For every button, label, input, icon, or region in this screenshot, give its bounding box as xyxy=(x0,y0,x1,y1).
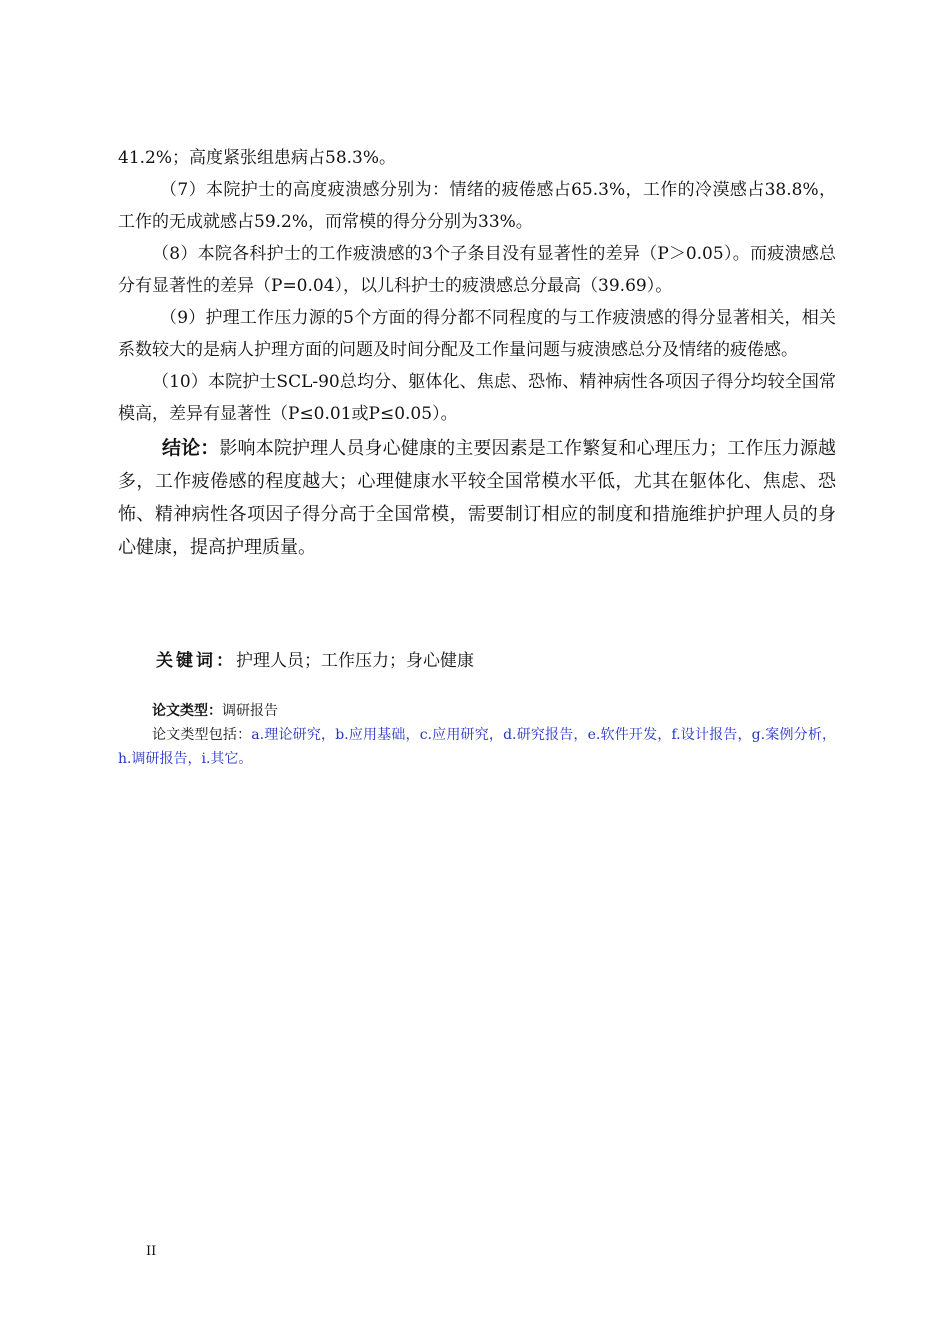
conclusion-text: 影响本院护理人员身心健康的主要因素是工作繁复和心理压力；工作压力源越多，工作疲倦感的程度越大；心理健康水平较全国常模水平低，尤其在躯体化、焦虑、恐怖、精神病性各项因子得分高于全国常模，需要制订相应的制度和措施维护护理人员的身心健康，提高护理质量。 xyxy=(118,438,836,558)
keywords-line xyxy=(156,648,474,674)
paper-type-label: 论文类型： xyxy=(152,703,222,719)
conclusion-paragraph xyxy=(118,432,836,564)
keywords-label: 关键词： xyxy=(156,651,236,671)
conclusion-label: 结论： xyxy=(162,437,220,459)
paragraph-7: （7）本院护士的高度疲溃感分别为：情绪的疲倦感占65.3%，工作的冷漠感占38.8%，工作的无成就感占59.2%，而常模的得分分别为33%。 xyxy=(118,180,836,232)
paper-type-value: 调研报告 xyxy=(222,703,278,719)
page-number: II xyxy=(146,1244,157,1259)
paragraph-10: （10）本院护士SCL-90总均分、躯体化、焦虑、恐怖、精神病性各项因子得分均较全国常模高，差异有显著性（P≤0.01或P≤0.05）。 xyxy=(118,372,836,424)
keywords-text: 护理人员；工作压力；身心健康 xyxy=(236,651,474,671)
abstract-body xyxy=(118,142,836,564)
paper-type-options-list: a.理论研究，b.应用基础，c.应用研究，d.研究报告，e.软件开发，f.设计报告，g.案例分析，h.调研报告，i.其它。 xyxy=(118,727,837,767)
paragraph-continued: 41.2%；高度紧张组患病占58.3%。 xyxy=(118,148,397,168)
paper-type-line xyxy=(152,700,278,722)
paper-type-options-prefix: 论文类型包括： xyxy=(152,727,252,743)
paper-type-options xyxy=(118,723,836,771)
paragraph-8: （8）本院各科护士的工作疲溃感的3个子条目没有显著性的差异（P＞0.05）。而疲溃感总分有显著性的差异（P=0.04），以儿科护士的疲溃感总分最高（39.69）。 xyxy=(118,244,836,296)
paragraph-9: （9）护理工作压力源的5个方面的得分都不同程度的与工作疲溃感的得分显著相关，相关系数较大的是病人护理方面的问题及时间分配及工作量问题与疲溃感总分及情绪的疲倦感。 xyxy=(118,308,836,360)
